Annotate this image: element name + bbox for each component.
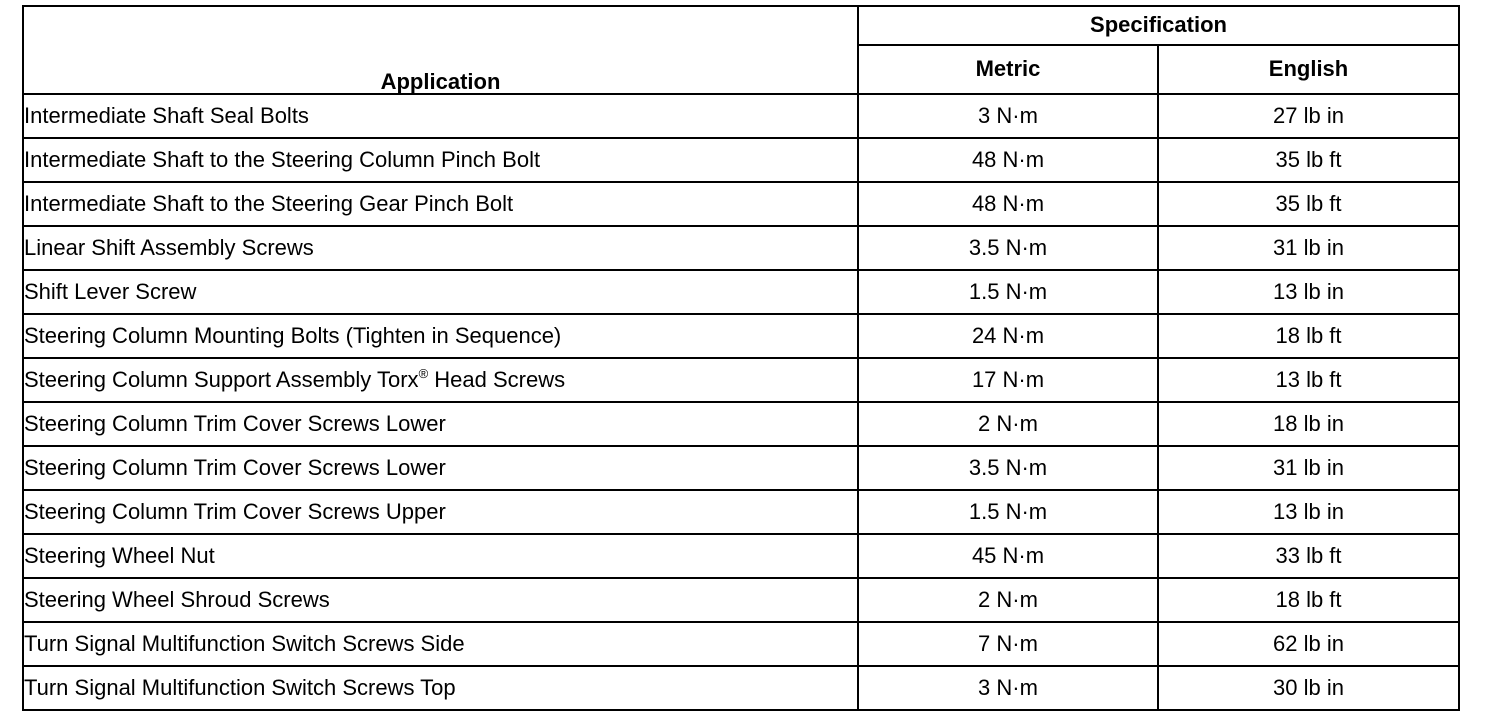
- metric-header: Metric: [858, 45, 1158, 94]
- english-cell: 27 lb in: [1158, 94, 1459, 138]
- metric-cell: 24 N·m: [858, 314, 1158, 358]
- application-cell: Linear Shift Assembly Screws: [23, 226, 858, 270]
- metric-cell: 1.5 N·m: [858, 490, 1158, 534]
- torque-specification-table: [22, 5, 1460, 711]
- table-row: [23, 490, 1459, 534]
- english-cell: 33 lb ft: [1158, 534, 1459, 578]
- metric-cell: 1.5 N·m: [858, 270, 1158, 314]
- application-header: Application: [23, 6, 858, 94]
- metric-cell: 3.5 N·m: [858, 446, 1158, 490]
- english-cell: 30 lb in: [1158, 666, 1459, 710]
- metric-cell: 2 N·m: [858, 578, 1158, 622]
- english-cell: 31 lb in: [1158, 226, 1459, 270]
- english-cell: 13 lb ft: [1158, 358, 1459, 402]
- application-cell: Steering Column Mounting Bolts (Tighten in Sequence): [23, 314, 858, 358]
- application-cell: Steering Column Trim Cover Screws Lower: [23, 402, 858, 446]
- application-cell: Shift Lever Screw: [23, 270, 858, 314]
- english-cell: 18 lb in: [1158, 402, 1459, 446]
- table-row: [23, 534, 1459, 578]
- english-cell: 62 lb in: [1158, 622, 1459, 666]
- application-cell: Steering Wheel Nut: [23, 534, 858, 578]
- application-cell: Steering Column Trim Cover Screws Upper: [23, 490, 858, 534]
- english-cell: 35 lb ft: [1158, 182, 1459, 226]
- application-text: Steering Column Support Assembly Torx: [24, 367, 419, 392]
- english-cell: 35 lb ft: [1158, 138, 1459, 182]
- specification-header: Specification: [858, 6, 1459, 45]
- metric-cell: 17 N·m: [858, 358, 1158, 402]
- application-cell: Turn Signal Multifunction Switch Screws Top: [23, 666, 858, 710]
- table-row: [23, 578, 1459, 622]
- english-cell: 18 lb ft: [1158, 578, 1459, 622]
- table-row: [23, 446, 1459, 490]
- application-cell: Steering Column Trim Cover Screws Lower: [23, 446, 858, 490]
- table-row: [23, 622, 1459, 666]
- metric-cell: 48 N·m: [858, 138, 1158, 182]
- table-row: [23, 226, 1459, 270]
- metric-cell: 7 N·m: [858, 622, 1158, 666]
- metric-cell: 3 N·m: [858, 666, 1158, 710]
- application-text-suffix: Head Screws: [428, 367, 566, 392]
- table-row: [23, 94, 1459, 138]
- english-cell: 13 lb in: [1158, 490, 1459, 534]
- application-cell: Intermediate Shaft to the Steering Column Pinch Bolt: [23, 138, 858, 182]
- application-cell: Intermediate Shaft Seal Bolts: [23, 94, 858, 138]
- application-cell: Intermediate Shaft to the Steering Gear Pinch Bolt: [23, 182, 858, 226]
- metric-cell: 2 N·m: [858, 402, 1158, 446]
- application-cell: [23, 358, 858, 402]
- table-row: [23, 138, 1459, 182]
- table-row: [23, 358, 1459, 402]
- table-row: [23, 666, 1459, 710]
- table-row: [23, 314, 1459, 358]
- metric-cell: 3.5 N·m: [858, 226, 1158, 270]
- metric-cell: 48 N·m: [858, 182, 1158, 226]
- application-cell: Steering Wheel Shroud Screws: [23, 578, 858, 622]
- metric-cell: 45 N·m: [858, 534, 1158, 578]
- metric-cell: 3 N·m: [858, 94, 1158, 138]
- table-row: [23, 270, 1459, 314]
- table-row: [23, 182, 1459, 226]
- english-cell: 18 lb ft: [1158, 314, 1459, 358]
- table-row: [23, 402, 1459, 446]
- english-cell: 31 lb in: [1158, 446, 1459, 490]
- english-header: English: [1158, 45, 1459, 94]
- registered-mark: ®: [418, 366, 429, 381]
- header-row-top: [23, 6, 1459, 45]
- english-cell: 13 lb in: [1158, 270, 1459, 314]
- application-cell: Turn Signal Multifunction Switch Screws Side: [23, 622, 858, 666]
